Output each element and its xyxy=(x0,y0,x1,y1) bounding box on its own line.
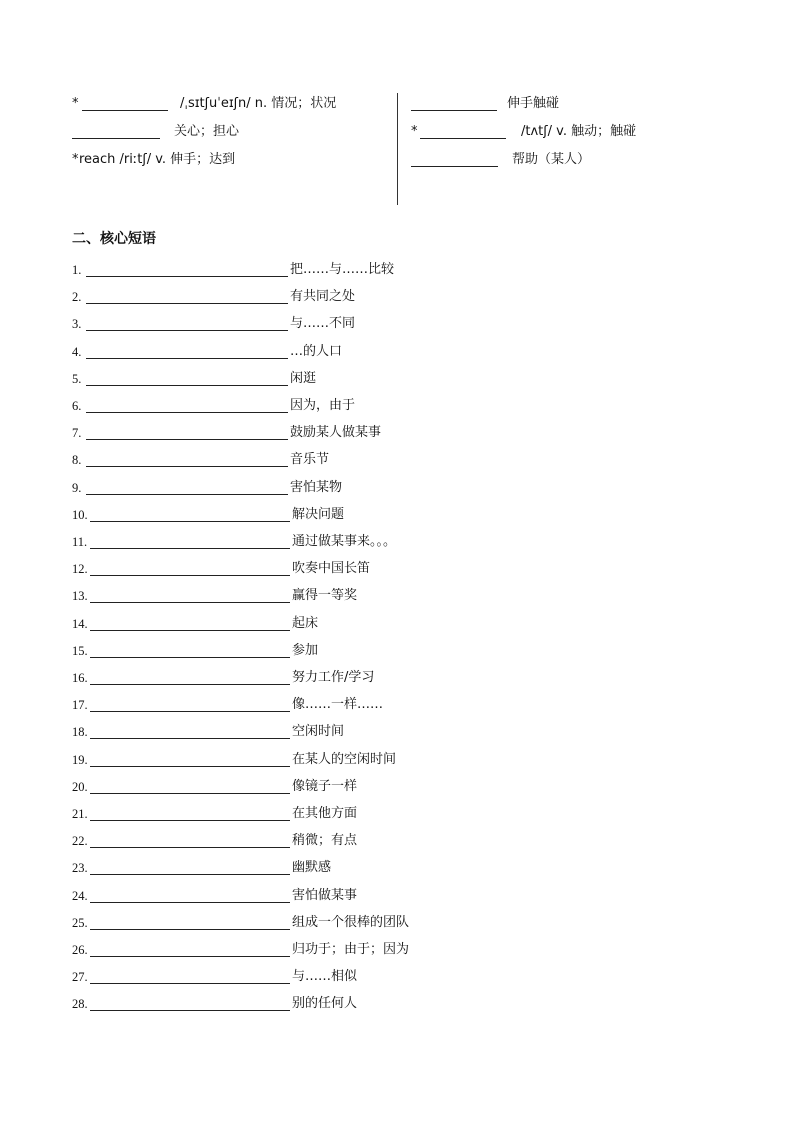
asterisk-mark: * xyxy=(411,124,418,139)
phrase-number: 12. xyxy=(72,562,88,577)
phrase-answer-blank[interactable] xyxy=(86,385,288,386)
phrase-number: 11. xyxy=(72,535,88,549)
phrase-meaning: 因为，由于 xyxy=(290,398,356,413)
phrase-answer-blank[interactable] xyxy=(86,494,288,495)
phrase-answer-blank[interactable] xyxy=(90,738,290,739)
phrase-number: 15. xyxy=(72,643,88,658)
phrase-number: 22. xyxy=(72,834,88,849)
phrase-answer-blank[interactable] xyxy=(90,575,290,576)
phrase-number: 25. xyxy=(72,915,88,930)
phrase-answer-blank[interactable] xyxy=(90,657,290,658)
column-divider xyxy=(397,93,398,205)
phrase-number: 27. xyxy=(72,970,88,985)
phrase-meaning: 在其他方面 xyxy=(292,806,358,821)
phrase-meaning: 像……一样…… xyxy=(292,697,384,713)
phrase-number: 7. xyxy=(72,426,82,441)
vocab-item-care: 关心；担心 xyxy=(174,124,240,139)
phrase-answer-blank[interactable] xyxy=(90,983,290,984)
phrase-meaning: 稍微；有点 xyxy=(292,833,358,849)
phrase-meaning: 通过做某事来。。。 xyxy=(292,534,397,549)
phrase-number: 19. xyxy=(72,752,88,767)
phrase-answer-blank[interactable] xyxy=(90,902,290,903)
phrase-number: 4. xyxy=(72,344,82,359)
phrase-meaning: …的人口 xyxy=(290,343,343,359)
phrase-answer-blank[interactable] xyxy=(90,684,290,685)
phrase-meaning: 害怕做某事 xyxy=(292,887,358,903)
phrase-number: 1. xyxy=(72,263,82,277)
vocab-item-situation: /ˌsɪtʃuˈeɪʃn/ n. 情况；状况 xyxy=(180,96,337,111)
phrase-answer-blank[interactable] xyxy=(86,412,288,413)
phrase-answer-blank[interactable] xyxy=(90,929,290,930)
phrase-number: 26. xyxy=(72,943,88,957)
asterisk-mark: * xyxy=(72,152,79,167)
phrase-meaning: 空闲时间 xyxy=(292,724,345,740)
phrase-meaning: 音乐节 xyxy=(290,452,330,468)
phrase-answer-blank[interactable] xyxy=(90,956,290,957)
phrase-meaning: 组成一个很棒的团队 xyxy=(292,914,410,930)
phrase-meaning: 有共同之处 xyxy=(290,289,356,305)
phrase-number: 21. xyxy=(72,807,88,821)
phrase-answer-blank[interactable] xyxy=(90,793,290,794)
phrase-meaning: 闲逛 xyxy=(290,370,317,386)
phrase-answer-blank[interactable] xyxy=(90,766,290,767)
phrase-meaning: 与……相似 xyxy=(292,969,358,985)
phrase-meaning: 解决问题 xyxy=(292,506,345,522)
phrase-meaning: 别的任何人 xyxy=(292,996,358,1012)
phrase-answer-blank[interactable] xyxy=(90,521,290,522)
phrase-number: 10. xyxy=(72,507,88,522)
phrase-answer-blank[interactable] xyxy=(90,602,290,603)
answer-blank[interactable] xyxy=(411,166,498,167)
phrase-answer-blank[interactable] xyxy=(90,874,290,875)
section-title: 二、核心短语 xyxy=(72,231,156,247)
phrase-answer-blank[interactable] xyxy=(90,847,290,848)
phrase-answer-blank[interactable] xyxy=(90,1010,290,1011)
phrase-meaning: 归功于；由于；因为 xyxy=(292,942,410,957)
phrase-number: 8. xyxy=(72,453,82,468)
phrase-meaning: 与……不同 xyxy=(290,316,356,332)
phrase-number: 17. xyxy=(72,698,88,713)
phrase-number: 28. xyxy=(72,997,88,1012)
vocab-item-reach: reach /riːtʃ/ v. 伸手；达到 xyxy=(79,152,236,167)
asterisk-mark: * xyxy=(72,96,79,111)
phrase-number: 2. xyxy=(72,290,82,305)
phrase-meaning: 赢得一等奖 xyxy=(292,588,358,604)
phrase-meaning: 起床 xyxy=(292,615,319,631)
phrase-number: 5. xyxy=(72,371,82,386)
phrase-answer-blank[interactable] xyxy=(86,358,288,359)
phrase-meaning: 把……与……比较 xyxy=(290,262,395,277)
answer-blank[interactable] xyxy=(82,110,168,111)
vocab-item-touch: /tʌtʃ/ v. 触动；触碰 xyxy=(521,124,637,139)
phrase-meaning: 在某人的空闲时间 xyxy=(292,751,397,767)
phrase-answer-blank[interactable] xyxy=(86,439,288,440)
phrase-answer-blank[interactable] xyxy=(90,630,290,631)
phrase-answer-blank[interactable] xyxy=(86,276,288,277)
phrase-number: 9. xyxy=(72,480,82,495)
vocab-item-reach-out: 伸手触碰 xyxy=(507,96,560,111)
phrase-number: 23. xyxy=(72,861,88,876)
phrase-meaning: 害怕某物 xyxy=(290,479,343,495)
answer-blank[interactable] xyxy=(411,110,497,111)
phrase-number: 14. xyxy=(72,616,88,631)
phrase-meaning: 吹奏中国长笛 xyxy=(292,561,371,577)
vocab-item-help: 帮助（某人） xyxy=(512,152,591,167)
answer-blank[interactable] xyxy=(72,138,160,139)
phrase-number: 24. xyxy=(72,888,88,903)
phrase-meaning: 幽默感 xyxy=(292,860,332,876)
phrase-meaning: 像镜子一样 xyxy=(292,778,358,794)
phrase-answer-blank[interactable] xyxy=(90,548,290,549)
phrase-answer-blank[interactable] xyxy=(86,303,288,304)
phrase-answer-blank[interactable] xyxy=(90,711,290,712)
phrase-number: 18. xyxy=(72,725,88,740)
answer-blank[interactable] xyxy=(420,138,506,139)
phrase-meaning: 努力工作/学习 xyxy=(292,670,375,685)
phrase-meaning: 参加 xyxy=(292,642,319,658)
phrase-answer-blank[interactable] xyxy=(90,820,290,821)
phrase-answer-blank[interactable] xyxy=(86,330,288,331)
phrase-answer-blank[interactable] xyxy=(86,466,288,467)
phrase-number: 20. xyxy=(72,779,88,794)
phrase-number: 3. xyxy=(72,317,82,332)
phrase-meaning: 鼓励某人做某事 xyxy=(290,425,382,441)
phrase-number: 16. xyxy=(72,671,88,685)
phrase-number: 6. xyxy=(72,399,82,413)
phrase-number: 13. xyxy=(72,589,88,604)
